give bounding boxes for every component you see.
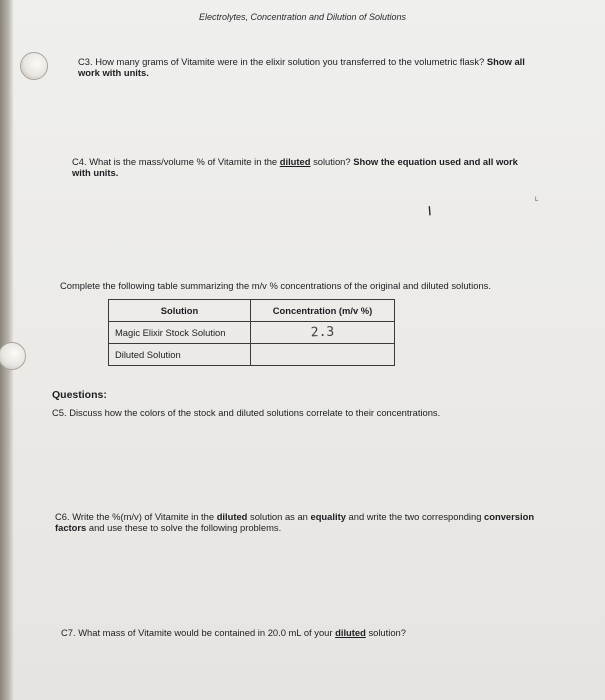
question-c3 <box>78 56 538 78</box>
question-c3-text: C3. How many grams of Vitamite were in the elixir solution you transferred to the volumetric flask? <box>78 56 487 67</box>
header-concentration: Concentration (m/v %) <box>251 300 395 322</box>
header-solution: Solution <box>109 300 251 322</box>
question-c7-diluted: diluted <box>335 627 366 638</box>
table-header-row <box>109 300 395 322</box>
row-diluted-solution: Diluted Solution <box>109 344 251 366</box>
table-intro: Complete the following table summarizing the m/v % concentrations of the original and diluted solutions. <box>60 280 491 291</box>
margin-note: L <box>535 197 539 203</box>
handwritten-value: 2.3 <box>310 324 335 341</box>
question-c5: C5. Discuss how the colors of the stock and diluted solutions correlate to their concentrations. <box>52 407 441 418</box>
question-c6-diluted: diluted <box>216 511 248 522</box>
row-diluted-concentration[interactable] <box>251 344 395 366</box>
row-stock-solution: Magic Elixir Stock Solution <box>109 322 251 344</box>
question-c6-equality: equality <box>310 511 346 522</box>
question-c6-text-c: and write the two corresponding <box>345 511 485 522</box>
question-c6-text-b: solution as an <box>247 511 311 522</box>
pencil-tick-mark: / <box>426 203 434 219</box>
questions-heading: Questions: <box>52 389 107 401</box>
page-header-title: Electrolytes, Concentration and Dilution of Solutions <box>198 12 407 22</box>
question-c4 <box>72 156 532 178</box>
question-c7 <box>61 627 561 638</box>
table-row <box>109 322 395 344</box>
row-stock-concentration[interactable] <box>251 322 395 344</box>
question-c4-text-a: C4. What is the mass/volume % of Vitamite in the <box>72 156 280 167</box>
binder-hole-top <box>20 52 48 80</box>
table-row <box>109 344 395 366</box>
question-c6-text-d: and use these to solve the following problems. <box>86 522 282 533</box>
question-c6-text-a: C6. Write the %(m/v) of Vitamite in the <box>55 511 217 522</box>
question-c6 <box>55 511 545 533</box>
question-c4-instruction: Show the equation used and all work with units. <box>72 156 518 178</box>
question-c6-conversion-factors: conversion factors <box>55 511 535 533</box>
question-c7-text-b: solution? <box>365 627 406 638</box>
question-c7-text-a: C7. What mass of Vitamite would be contained in 20.0 mL of your <box>61 627 336 638</box>
question-c3-instruction: Show all work with units. <box>78 56 525 78</box>
concentration-table <box>108 299 395 366</box>
question-c4-text-b: solution? <box>310 156 354 167</box>
question-c4-diluted: diluted <box>279 156 311 167</box>
